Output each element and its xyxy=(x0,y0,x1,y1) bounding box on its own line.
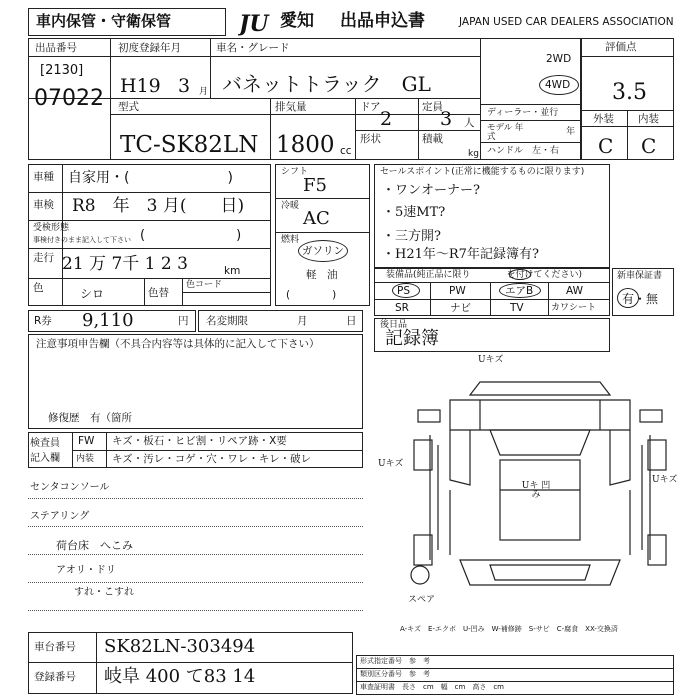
registration-month-unit: 月 xyxy=(199,87,209,97)
handwritten-note-5: すれ・こすれ xyxy=(74,587,134,598)
mirror-right xyxy=(640,410,662,422)
ju-logo xyxy=(238,10,278,36)
equip-sr: SR xyxy=(395,302,409,314)
dims-row-1: 形式指定番号 参 考 xyxy=(360,657,430,665)
load-unit: kg xyxy=(468,149,479,159)
diagram-note-left: Uキズ xyxy=(378,459,404,469)
damage-legend: A-キズ E-エクボ U-凹み W-補修跡 S-サビ C-腐食 XX-交換済 xyxy=(400,625,618,633)
fuel-other: 軽 油 xyxy=(306,269,338,281)
model-value: TC-SK82LN xyxy=(120,132,259,158)
color-label: 色 xyxy=(33,282,44,294)
drive-4wd: 4WD xyxy=(545,79,571,91)
lot-number: 07022 xyxy=(34,86,104,111)
model-year-label: モデル 年式 xyxy=(487,123,524,142)
front-bumper-shape xyxy=(470,382,610,395)
ju-logo-text: JU xyxy=(239,11,269,36)
handwritten-note-4: アオリ・ドリ xyxy=(56,565,116,576)
ac-label: 冷暖 xyxy=(281,201,300,211)
equip-aw: AW xyxy=(566,285,583,297)
inspector-int-row: キズ・汚レ・コゲ・穴・ワレ・キレ・破レ xyxy=(112,453,312,465)
equipment-label: 装備品(純正品に限り を付けてください) xyxy=(386,270,583,280)
fuel-label: 燃料 xyxy=(281,235,300,245)
notes-label: 注意事項申告欄（不具合内容等は具体的に記入して下さい） xyxy=(36,338,320,350)
wheel-rr xyxy=(648,535,666,565)
sales-points-label: セールスポイント(正常に機能するものに限ります) xyxy=(380,167,585,177)
door-label: ドア xyxy=(360,101,381,113)
chassis-value: SK82LN-303494 xyxy=(104,636,256,657)
door-value: 2 xyxy=(380,108,393,130)
recycle-unit: 円 xyxy=(178,315,189,327)
ac-value: AC xyxy=(303,208,330,229)
recycle-value: 9,110 xyxy=(82,310,134,331)
diagram-note-center: Uキ 凹み xyxy=(521,481,551,500)
wheel-fl xyxy=(414,440,432,470)
equip-pw: PW xyxy=(449,285,466,297)
sales-point-1: ・ワンオーナー? xyxy=(382,183,480,198)
cc-value: 1800 xyxy=(276,132,335,158)
vehicle-name-label: 車名・グレード xyxy=(216,42,290,54)
sales-point-3: ・三方開? xyxy=(382,229,441,244)
shift-value: F5 xyxy=(303,175,327,196)
equipment-circle-mark xyxy=(509,269,531,280)
inspector-fw: FW xyxy=(78,435,95,447)
accept-label: 受検形態 xyxy=(33,223,70,233)
handwritten-note-1: センタコンソール xyxy=(30,482,110,493)
mileage-unit: km xyxy=(224,265,241,277)
cc-label: 排気量 xyxy=(275,101,307,113)
equip-navi: ナビ xyxy=(450,302,471,314)
spare-tire xyxy=(411,566,429,584)
wheel-fr xyxy=(648,440,666,470)
recycle-label: R券 xyxy=(34,315,52,327)
diagram-note-top: Uキズ xyxy=(478,355,504,365)
supplement-label: 後日品 xyxy=(380,320,408,330)
lot-code: [2130] xyxy=(40,63,84,78)
rename-month-unit: 月 xyxy=(297,315,308,327)
inspector-label: 検査員 記入欄 xyxy=(30,438,60,464)
org-english: JAPAN USED CAR DEALERS ASSOCIATION xyxy=(459,16,674,28)
lot-label: 出品番号 xyxy=(35,42,77,54)
chassis-label: 車台番号 xyxy=(34,641,76,653)
capacity-unit: 人 xyxy=(464,117,475,129)
inspector-int-label: 内装 xyxy=(76,454,95,464)
model-year-unit: 年 xyxy=(566,127,576,137)
cc-unit: cc xyxy=(340,145,352,157)
dims-row-3: 車査証明書 長さ cm 幅 cm 高さ cm xyxy=(360,683,505,691)
diagram-note-right: Uキズ xyxy=(652,475,678,485)
usage-label: 車種 xyxy=(33,171,54,183)
handwritten-note-3: 荷台床 へこみ xyxy=(56,539,133,552)
accept-sub: 事検付きのまま記入して下さい xyxy=(33,236,131,244)
capacity-label: 定員 xyxy=(422,101,443,113)
dims-row-2: 類別区分番号 参 考 xyxy=(360,670,430,678)
vehicle-name-value: バネットトラック GL xyxy=(222,72,431,96)
shaken-label: 車検 xyxy=(33,199,54,211)
manual-yes-circle xyxy=(617,288,639,308)
rating-ext-value: C xyxy=(598,134,614,158)
mirror-left xyxy=(418,410,440,422)
equip-airbag: エアB xyxy=(505,285,534,297)
plate-label: 登録番号 xyxy=(34,671,76,683)
registration-label: 初度登録年月 xyxy=(118,42,181,54)
drive-2wd: 2WD xyxy=(546,53,572,65)
sales-point-2: ・5速MT? xyxy=(382,205,446,220)
rating-score: 3.5 xyxy=(612,80,647,105)
org-name: 愛知 xyxy=(280,11,314,31)
shift-label: シフト xyxy=(281,167,309,177)
color-swap-label: 色替 xyxy=(148,287,169,299)
color-code-label: 色コード xyxy=(186,280,223,290)
registration-era-year: H19 xyxy=(120,75,161,97)
equip-seat: カワシート xyxy=(551,303,597,313)
rating-ext-label: 外装 xyxy=(593,113,614,125)
manual-options: 有・無 xyxy=(622,292,659,306)
hood-shape xyxy=(450,400,630,430)
handle-label: ハンドル 左・右 xyxy=(487,146,560,156)
mileage-label: 走行 xyxy=(33,252,54,264)
model-label: 型式 xyxy=(118,101,139,113)
plate-value: 岐阜 400 て83 14 xyxy=(104,666,256,687)
rating-label: 評価点 xyxy=(605,41,637,53)
handwritten-note-2: ステアリング xyxy=(30,511,90,522)
registration-month: 3 xyxy=(178,75,191,97)
wheel-rl xyxy=(414,535,432,565)
repair-label: 修復歴 有（箇所 xyxy=(48,412,132,424)
dealer-label: ディーラー・並行 xyxy=(487,108,559,118)
storage-label: 車内保管・守衛保管 xyxy=(36,12,172,30)
fuel-paren: ( ) xyxy=(286,289,337,301)
inspector-fw-row: キズ・板石・ヒビ割・リペア跡・X要 xyxy=(112,435,287,447)
shape-label: 形状 xyxy=(360,133,381,145)
accept-value: ( ) xyxy=(140,228,242,243)
shaken-value: R8 年 3 月( 日) xyxy=(72,196,245,216)
color-value: シロ xyxy=(80,287,105,301)
mileage-value: 21 万 7千 1 2 3 xyxy=(62,254,188,274)
supplement-value: 記録簿 xyxy=(385,328,439,349)
sales-point-4: ・H21年～R7年記録簿有? xyxy=(382,247,539,262)
capacity-value: 3 xyxy=(440,108,453,130)
rear-shape xyxy=(460,560,620,585)
load-label: 積載 xyxy=(422,133,443,145)
rating-int-value: C xyxy=(641,134,657,158)
cargo-bed xyxy=(500,460,580,540)
equip-ps: PS xyxy=(397,285,410,297)
rename-day-unit: 日 xyxy=(346,315,357,327)
spare-label: スペア xyxy=(408,595,436,605)
rating-int-label: 内装 xyxy=(638,113,659,125)
usage-value: 自家用・( ) xyxy=(68,170,233,186)
equip-tv: TV xyxy=(510,302,524,314)
doc-title: 出品申込書 xyxy=(340,11,425,31)
windshield-shape xyxy=(490,430,590,455)
fuel-selected: ガソリン xyxy=(302,245,344,257)
rename-label: 名変期限 xyxy=(206,315,248,327)
manual-label: 新車保証書 xyxy=(617,271,663,281)
